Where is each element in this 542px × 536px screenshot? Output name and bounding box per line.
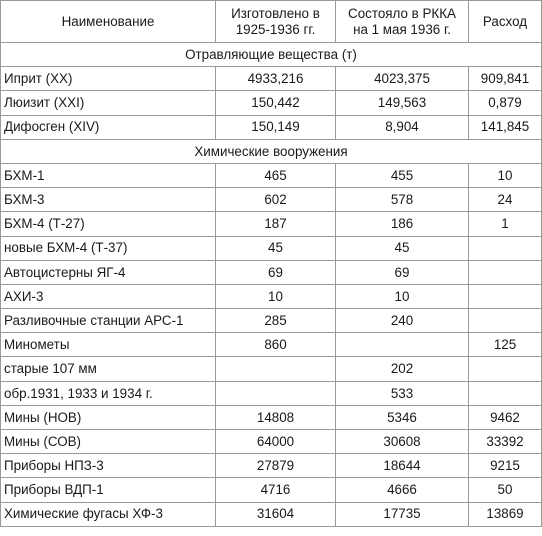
row-name: БХМ-4 (Т-27) <box>1 212 216 236</box>
table-row <box>1 430 542 454</box>
row-used: 13869 <box>469 502 542 526</box>
row-held <box>336 333 469 357</box>
row-made: 10 <box>216 284 336 308</box>
row-made: 64000 <box>216 430 336 454</box>
table-body <box>1 1 542 527</box>
row-used: 50 <box>469 478 542 502</box>
table-row <box>1 381 542 405</box>
row-held: 30608 <box>336 430 469 454</box>
row-made <box>216 381 336 405</box>
row-made: 465 <box>216 163 336 187</box>
row-made: 150,149 <box>216 115 336 139</box>
row-name: БХМ-3 <box>1 188 216 212</box>
table-row <box>1 454 542 478</box>
row-used <box>469 309 542 333</box>
row-held: 533 <box>336 381 469 405</box>
row-made: 187 <box>216 212 336 236</box>
row-made: 69 <box>216 260 336 284</box>
row-name: Дифосген (XIV) <box>1 115 216 139</box>
row-held: 8,904 <box>336 115 469 139</box>
row-name: Автоцистерны ЯГ-4 <box>1 260 216 284</box>
row-held: 578 <box>336 188 469 212</box>
row-used <box>469 236 542 260</box>
row-made: 285 <box>216 309 336 333</box>
row-used <box>469 357 542 381</box>
header-used: Расход <box>469 1 542 43</box>
row-held: 17735 <box>336 502 469 526</box>
header-held: Состояло в РККА на 1 мая 1936 г. <box>336 1 469 43</box>
row-made: 4716 <box>216 478 336 502</box>
row-held: 4023,375 <box>336 67 469 91</box>
row-used: 0,879 <box>469 91 542 115</box>
row-name: старые 107 мм <box>1 357 216 381</box>
row-name: Приборы НПЗ-3 <box>1 454 216 478</box>
table-row <box>1 405 542 429</box>
row-used: 909,841 <box>469 67 542 91</box>
row-name: Люизит (XXI) <box>1 91 216 115</box>
table-row <box>1 236 542 260</box>
row-made: 14808 <box>216 405 336 429</box>
row-name: обр.1931, 1933 и 1934 г. <box>1 381 216 405</box>
row-made: 602 <box>216 188 336 212</box>
table-row <box>1 115 542 139</box>
table-row <box>1 357 542 381</box>
row-held: 455 <box>336 163 469 187</box>
row-used <box>469 284 542 308</box>
table-row <box>1 478 542 502</box>
row-held: 240 <box>336 309 469 333</box>
row-name: Иприт (XX) <box>1 67 216 91</box>
table-row <box>1 309 542 333</box>
row-made: 27879 <box>216 454 336 478</box>
row-name: Минометы <box>1 333 216 357</box>
row-made: 45 <box>216 236 336 260</box>
row-name: Мины (СОВ) <box>1 430 216 454</box>
section-row <box>1 139 542 163</box>
table-row <box>1 502 542 526</box>
row-name: Приборы ВДП-1 <box>1 478 216 502</box>
row-used: 10 <box>469 163 542 187</box>
row-used: 141,845 <box>469 115 542 139</box>
header-name: Наименование <box>1 1 216 43</box>
row-held: 5346 <box>336 405 469 429</box>
row-made: 31604 <box>216 502 336 526</box>
row-used <box>469 381 542 405</box>
section-title: Химические вооружения <box>1 139 542 163</box>
row-held: 4666 <box>336 478 469 502</box>
row-used: 9215 <box>469 454 542 478</box>
row-held: 10 <box>336 284 469 308</box>
table-row <box>1 67 542 91</box>
section-title: Отравляющие вещества (т) <box>1 43 542 67</box>
row-made: 150,442 <box>216 91 336 115</box>
row-held: 202 <box>336 357 469 381</box>
row-used: 125 <box>469 333 542 357</box>
table-row <box>1 163 542 187</box>
header-row <box>1 1 542 43</box>
row-made <box>216 357 336 381</box>
row-held: 18644 <box>336 454 469 478</box>
table-row <box>1 212 542 236</box>
row-name: Разливочные станции АРС-1 <box>1 309 216 333</box>
row-used: 1 <box>469 212 542 236</box>
row-used <box>469 260 542 284</box>
table-row <box>1 333 542 357</box>
row-name: Химические фугасы ХФ-3 <box>1 502 216 526</box>
table-row <box>1 260 542 284</box>
table-row <box>1 188 542 212</box>
row-used: 24 <box>469 188 542 212</box>
table-row <box>1 91 542 115</box>
row-name: Мины (НОВ) <box>1 405 216 429</box>
row-made: 860 <box>216 333 336 357</box>
row-name: АХИ-3 <box>1 284 216 308</box>
row-name: БХМ-1 <box>1 163 216 187</box>
row-made: 4933,216 <box>216 67 336 91</box>
row-held: 69 <box>336 260 469 284</box>
section-row <box>1 43 542 67</box>
row-name: новые БХМ-4 (Т-37) <box>1 236 216 260</box>
header-made: Изготовлено в 1925-1936 гг. <box>216 1 336 43</box>
table-row <box>1 284 542 308</box>
row-held: 149,563 <box>336 91 469 115</box>
row-used: 33392 <box>469 430 542 454</box>
row-held: 45 <box>336 236 469 260</box>
row-held: 186 <box>336 212 469 236</box>
row-used: 9462 <box>469 405 542 429</box>
